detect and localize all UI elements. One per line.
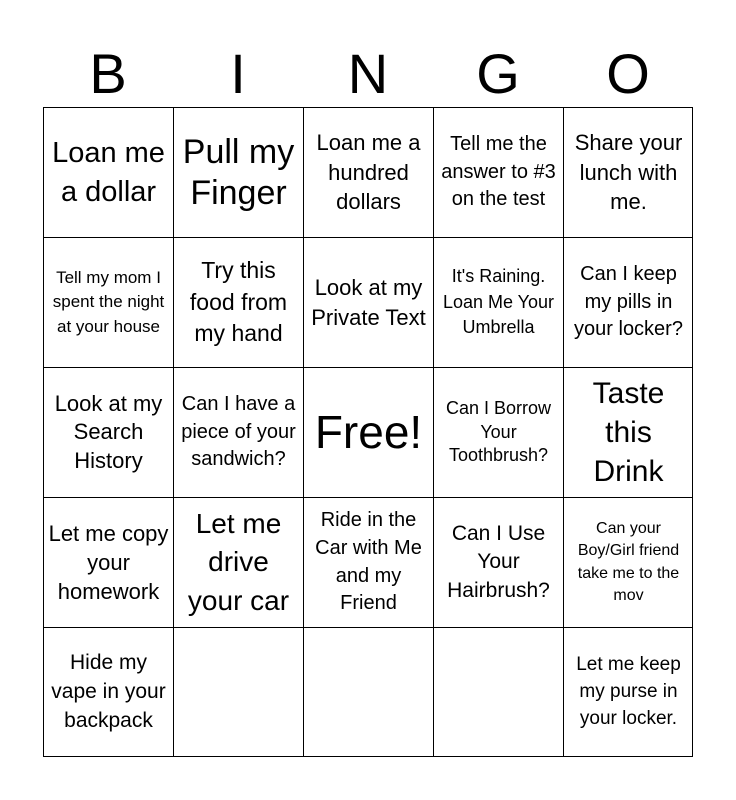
bingo-cell-text: Let me copy your homework xyxy=(48,520,169,605)
bingo-cell[interactable] xyxy=(433,237,563,367)
bingo-cell-text: Loan me a dollar xyxy=(52,136,165,208)
bingo-cell[interactable] xyxy=(43,107,173,237)
bingo-cell-text: Can I have a piece of your sandwich? xyxy=(181,393,296,471)
bingo-header xyxy=(43,40,693,108)
header-letter-b: B xyxy=(89,42,127,105)
bingo-cell-text: Let me keep my purse in your locker. xyxy=(576,654,681,729)
bingo-cell-text: Look at my Private Text xyxy=(311,275,426,330)
bingo-cell-text: Free! xyxy=(314,406,423,459)
bingo-cell[interactable] xyxy=(563,107,693,237)
bingo-cell-text: It's Raining. Loan Me Your Umbrella xyxy=(442,266,555,338)
bingo-cell[interactable] xyxy=(43,627,173,757)
bingo-grid xyxy=(43,107,693,757)
bingo-cell[interactable] xyxy=(433,107,563,237)
bingo-cell[interactable] xyxy=(173,497,303,627)
header-letter-n: N xyxy=(347,42,389,105)
bingo-cell[interactable] xyxy=(563,237,693,367)
bingo-cell[interactable] xyxy=(303,367,433,497)
bingo-cell[interactable] xyxy=(173,107,303,237)
bingo-cell[interactable] xyxy=(563,497,693,627)
header-letter-i: I xyxy=(230,42,246,105)
bingo-cell-text: Loan me a hundred dollars xyxy=(316,129,421,215)
bingo-cell-text: Can I Borrow Your Toothbrush? xyxy=(445,398,552,466)
bingo-cell[interactable] xyxy=(43,237,173,367)
bingo-cell[interactable] xyxy=(173,367,303,497)
bingo-cell[interactable] xyxy=(173,237,303,367)
bingo-cell[interactable] xyxy=(173,627,303,757)
bingo-cell-text: Look at my Search History xyxy=(54,390,163,473)
bingo-cell-text: Can I keep my pills in your locker? xyxy=(574,263,683,341)
bingo-cell[interactable] xyxy=(303,497,433,627)
bingo-cell-text: Hide my vape in your backpack xyxy=(51,651,166,732)
bingo-cell-text: Ride in the Car with Me and my Friend xyxy=(315,509,422,615)
bingo-cell[interactable] xyxy=(433,367,563,497)
bingo-cell-text: Can your Boy/Girl friend take me to the mov xyxy=(577,519,680,604)
bingo-cell[interactable] xyxy=(303,107,433,237)
header-letter-o: O xyxy=(606,42,650,105)
bingo-cell[interactable] xyxy=(303,627,433,757)
bingo-cell[interactable] xyxy=(433,497,563,627)
bingo-cell-text: Try this food from my hand xyxy=(189,256,288,347)
bingo-cell-text: Let me drive your car xyxy=(187,508,290,616)
bingo-cell-text: Can I Use Your Hairbrush? xyxy=(447,522,550,602)
bingo-cell-text: Pull my Finger xyxy=(182,133,295,212)
bingo-cell-text: Share your lunch with me. xyxy=(574,129,683,215)
bingo-cell-text: Taste this Drink xyxy=(592,377,665,488)
bingo-cell[interactable] xyxy=(303,237,433,367)
bingo-cell[interactable] xyxy=(43,367,173,497)
bingo-cell[interactable] xyxy=(43,497,173,627)
bingo-cell[interactable] xyxy=(563,627,693,757)
bingo-cell[interactable] xyxy=(433,627,563,757)
header-letter-g: G xyxy=(476,42,520,105)
bingo-cell[interactable] xyxy=(563,367,693,497)
bingo-cell-text: Tell my mom I spent the night at your house xyxy=(52,267,165,336)
bingo-cell-text: Tell me the answer to #3 on the test xyxy=(441,133,556,211)
